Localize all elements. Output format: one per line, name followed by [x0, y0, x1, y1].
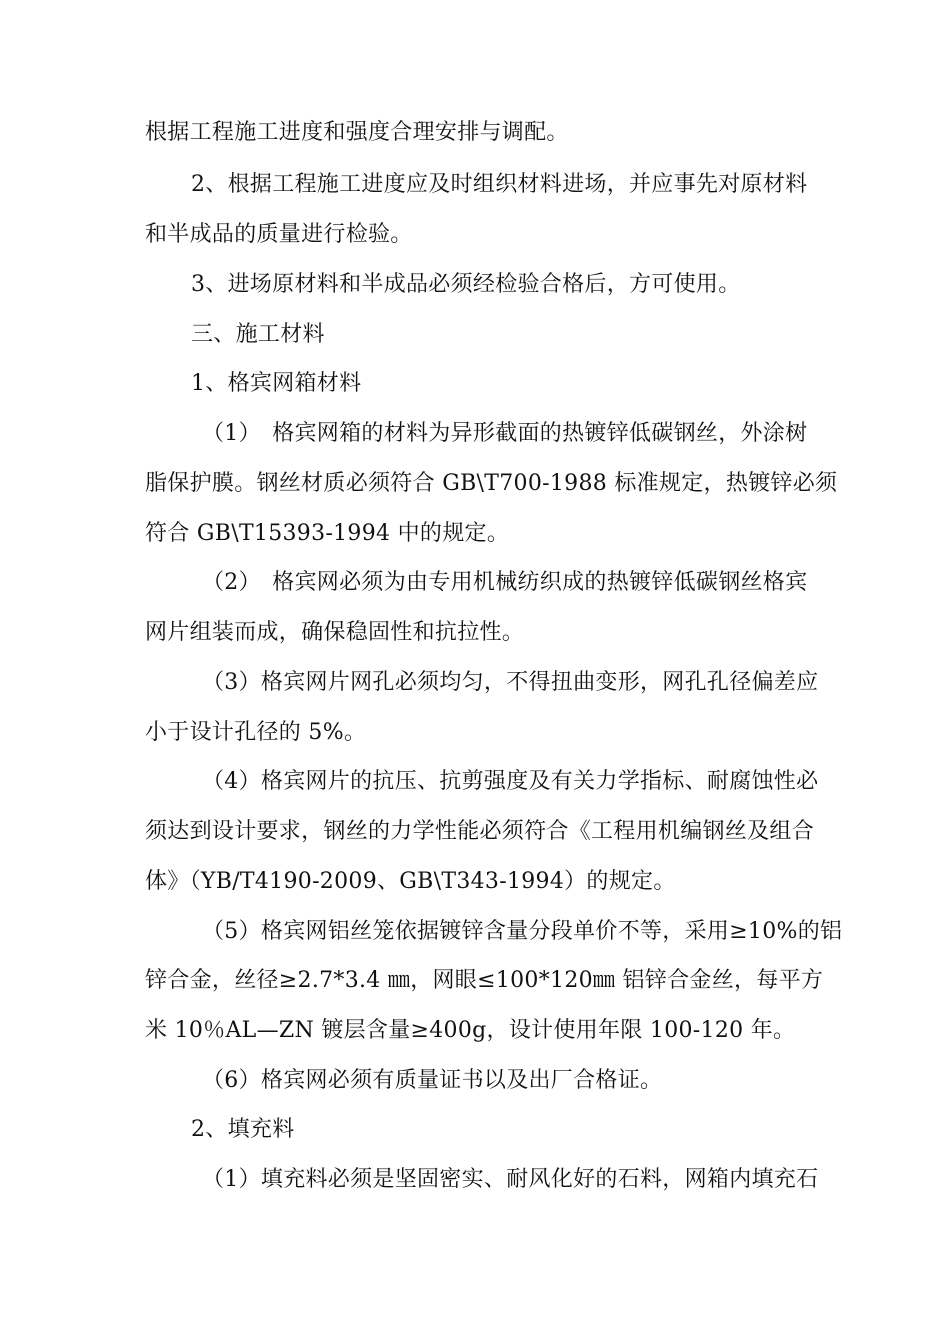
paragraph-line: 3、进场原材料和半成品必须经检验合格后，方可使用。 [191, 272, 741, 297]
paragraph-line: （1） 格宾网箱的材料为异形截面的热镀锌低碳钢丝，外涂树 [202, 421, 808, 446]
paragraph-line: 脂保护膜。钢丝材质必须符合 GB\T700-1988 标准规定，热镀锌必须 [145, 471, 838, 496]
paragraph-line: 米 10％AL—ZN 镀层含量≥400g，设计使用年限 100-120 年。 [145, 1018, 796, 1043]
paragraph-line: 和半成品的质量进行检验。 [145, 222, 413, 247]
paragraph-line: 2、根据工程施工进度应及时组织材料进场，并应事先对原材料 [191, 172, 808, 197]
subsection-heading: 2、填充料 [191, 1117, 295, 1142]
paragraph-line: （6）格宾网必须有质量证书以及出厂合格证。 [202, 1068, 663, 1093]
subsection-heading: 1、格宾网箱材料 [191, 371, 362, 396]
paragraph-line: （5）格宾网铝丝笼依据镀锌含量分段单价不等，采用≥10%的铝 [202, 919, 843, 944]
section-heading: 三、施工材料 [191, 322, 325, 347]
paragraph-line: 锌合金，丝径≥2.7*3.4 ㎜，网眼≤100*120㎜ 铝锌合金丝，每平方 [145, 968, 824, 993]
paragraph-line: 根据工程施工进度和强度合理安排与调配。 [145, 120, 569, 145]
paragraph-line: 小于设计孔径的 5%。 [145, 720, 367, 745]
paragraph-line: 体》（YB/T4190-2009、GB\T343-1994）的规定。 [145, 869, 676, 894]
paragraph-line: （1）填充料必须是坚固密实、耐风化好的石料，网箱内填充石 [202, 1167, 819, 1192]
paragraph-line: 须达到设计要求，钢丝的力学性能必须符合《工程用机编钢丝及组合 [145, 819, 815, 844]
paragraph-line: 网片组装而成，确保稳固性和抗拉性。 [145, 620, 525, 645]
paragraph-line: （2） 格宾网必须为由专用机械纺织成的热镀锌低碳钢丝格宾 [202, 570, 808, 595]
paragraph-line: （4）格宾网片的抗压、抗剪强度及有关力学指标、耐腐蚀性必 [202, 769, 819, 794]
paragraph-line: 符合 GB\T15393-1994 中的规定。 [145, 521, 510, 546]
paragraph-line: （3）格宾网片网孔必须均匀，不得扭曲变形，网孔孔径偏差应 [202, 670, 819, 695]
